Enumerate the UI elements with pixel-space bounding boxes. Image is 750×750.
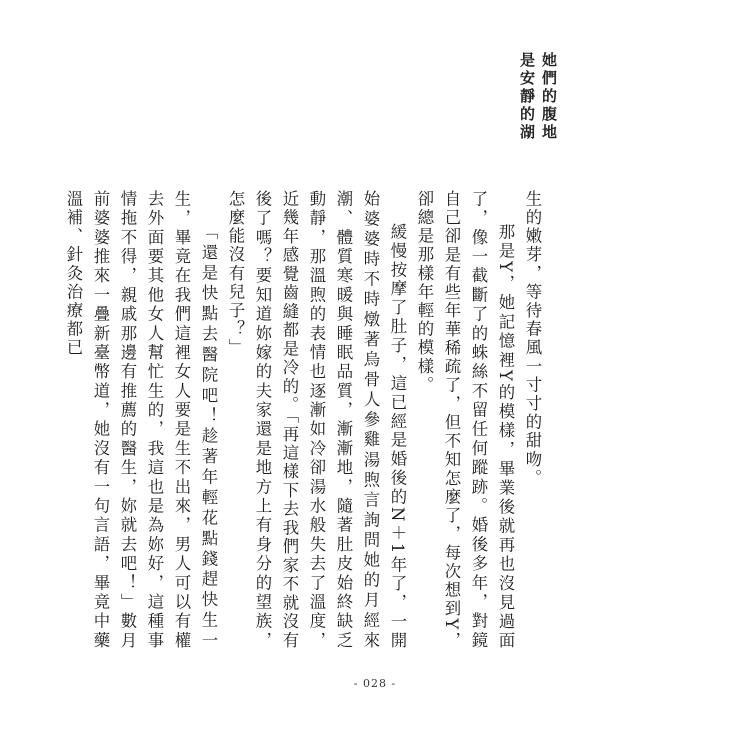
paragraph: 那是Y，她記憶裡Y的模樣，畢業後就再也沒見過面了，像一截斷了的蛛絲不留任何蹤跡。婚後多年，對鏡自己卻是有些年華稀疏了，但不知怎麼了，每次想到Y，卻總是那樣年輕的模樣。	[415, 190, 515, 650]
running-header-line-2: 是安靜的湖	[518, 52, 536, 142]
running-header	[516, 52, 560, 152]
page-number: - 028 -	[353, 677, 397, 690]
body-text	[60, 190, 546, 650]
paragraph-continuation: 生的嫩芽，等待春風一寸寸的甜吻。	[523, 190, 542, 488]
paragraph: 緩慢按摩了肚子，這已經是婚後的N＋1年了，一開始婆婆時不時燉著烏骨人參雞湯煦言詢問她的月經來潮、體質寒暖與睡眠品質，漸漸地，隨著肚皮始終缺乏動靜，那溫煦的表情也逐漸如冷卻湯水般失去了溫度，近幾年感覺齒縫都是冷的。「再這樣下去我們家不就沒有後了嗎？要知道妳嫁的夫家還是地方上有身分的望族，怎麼能沒有兒子？」	[226, 190, 407, 650]
running-header-line-1: 她們的腹地	[540, 52, 558, 142]
paragraph: 「還是快點去醫院吧！趁著年輕花點錢趕快生一生，畢竟在我們這裡女人要是生不出來，男人可以有權去外面要其他女人幫忙生的，我這也是為妳好，這種事情拖不得，親戚那邊有推薦的醫生，妳就去吧！」數月前婆婆推來一疊新臺幣道，她沒有一句言語，畢竟中藥溫補、針灸治療都已	[64, 190, 218, 650]
